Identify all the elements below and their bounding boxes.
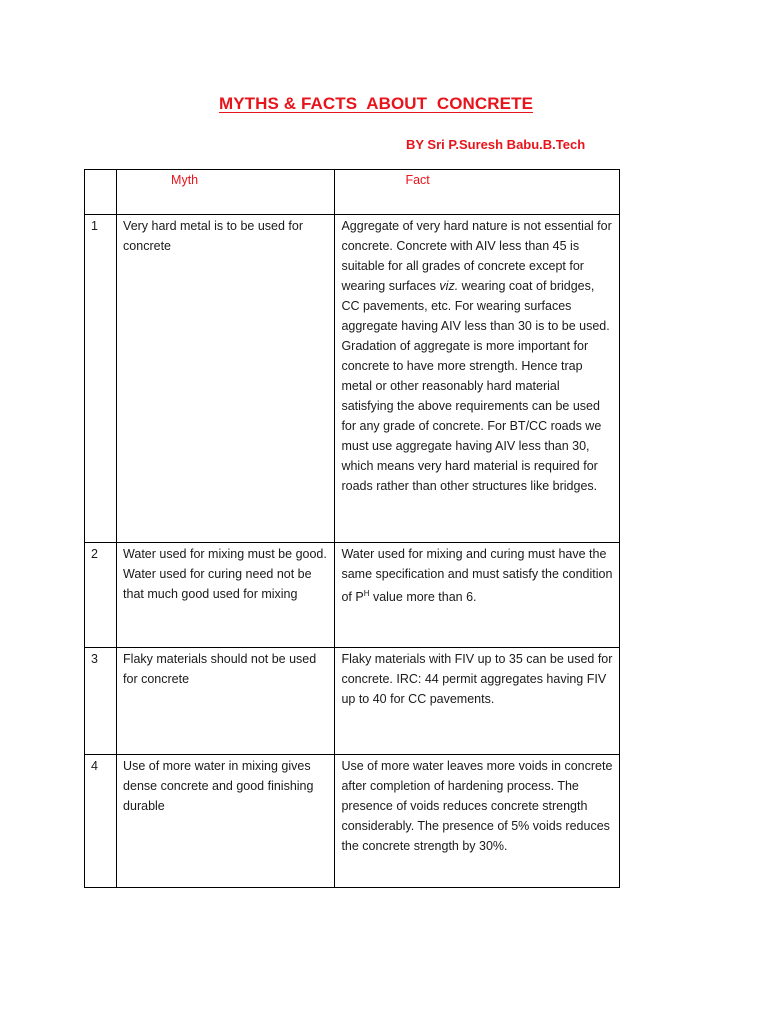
document-author: BY Sri P.Suresh Babu.B.Tech (406, 137, 586, 152)
header-myth-label: Myth (171, 173, 199, 187)
header-fact-label: Fact (405, 173, 430, 187)
fact-text: Use of more water leaves more voids in concrete after completion of hardening process. The presence of voids reduces concrete strength considerably. The presence of 5% voids reduces the concrete strength by 30%. (341, 759, 613, 853)
table-row (85, 543, 620, 648)
myths-facts-table (84, 169, 620, 888)
fact-cell (335, 543, 620, 648)
table-row (85, 755, 620, 888)
fact-cell (335, 755, 620, 888)
fact-cell (335, 215, 620, 543)
fact-text: Aggregate of very hard nature is not essential for concrete. Concrete with AIV less than 45 is suitable for all grades of concrete except for wearing surfaces viz. wearing coat of bridges, CC pavements, etc. For wearing surfaces aggregate having AIV less than 30 is to be used. Gradation of aggregate is more important for concrete to have more strength. Hence trap metal or other reasonably hard material satisfying the above requirements can be used for any grade of concrete. For BT/CC roads we must use aggregate having AIV less than 30, which means very hard material is required for roads rather than other structures like bridges. (341, 219, 612, 493)
fact-italic-text: viz. (439, 279, 459, 293)
fact-text: Water used for mixing and curing must have the same specification and must satisfy the condition of $P^H$ value more than 6. (341, 547, 613, 605)
myth-cell (117, 543, 335, 648)
myth-text: Flaky materials should not be used for concrete (123, 652, 317, 686)
myth-text: Use of more water in mixing gives dense concrete and good finishing durable (123, 759, 314, 813)
myth-cell (117, 215, 335, 543)
row-number: 4 (91, 759, 98, 773)
header-myth (117, 170, 335, 215)
fact-text: Flaky materials with FIV up to 35 can be used for concrete. IRC: 44 permit aggregates having FIV up to 40 for CC pavements. (341, 652, 613, 706)
header-number (85, 170, 117, 215)
document-title: MYTHS & FACTS ABOUT CONCRETE (218, 94, 534, 113)
row-number: 1 (91, 219, 98, 233)
fact-cell (335, 648, 620, 755)
myth-cell (117, 755, 335, 888)
row-number-cell (85, 215, 117, 543)
table-header-row (85, 170, 620, 215)
myth-text: Very hard metal is to be used for concrete (123, 219, 304, 253)
header-fact (335, 170, 620, 215)
row-number-cell (85, 543, 117, 648)
superscript-h: H (363, 589, 370, 598)
row-number-cell (85, 648, 117, 755)
table-row (85, 648, 620, 755)
row-number-cell (85, 755, 117, 888)
table-row (85, 215, 620, 543)
row-number: 2 (91, 547, 98, 561)
myth-text: Water used for mixing must be good. Water used for curing need not be that much good used for mixing (123, 547, 327, 601)
myth-cell (117, 648, 335, 755)
row-number: 3 (91, 652, 98, 666)
